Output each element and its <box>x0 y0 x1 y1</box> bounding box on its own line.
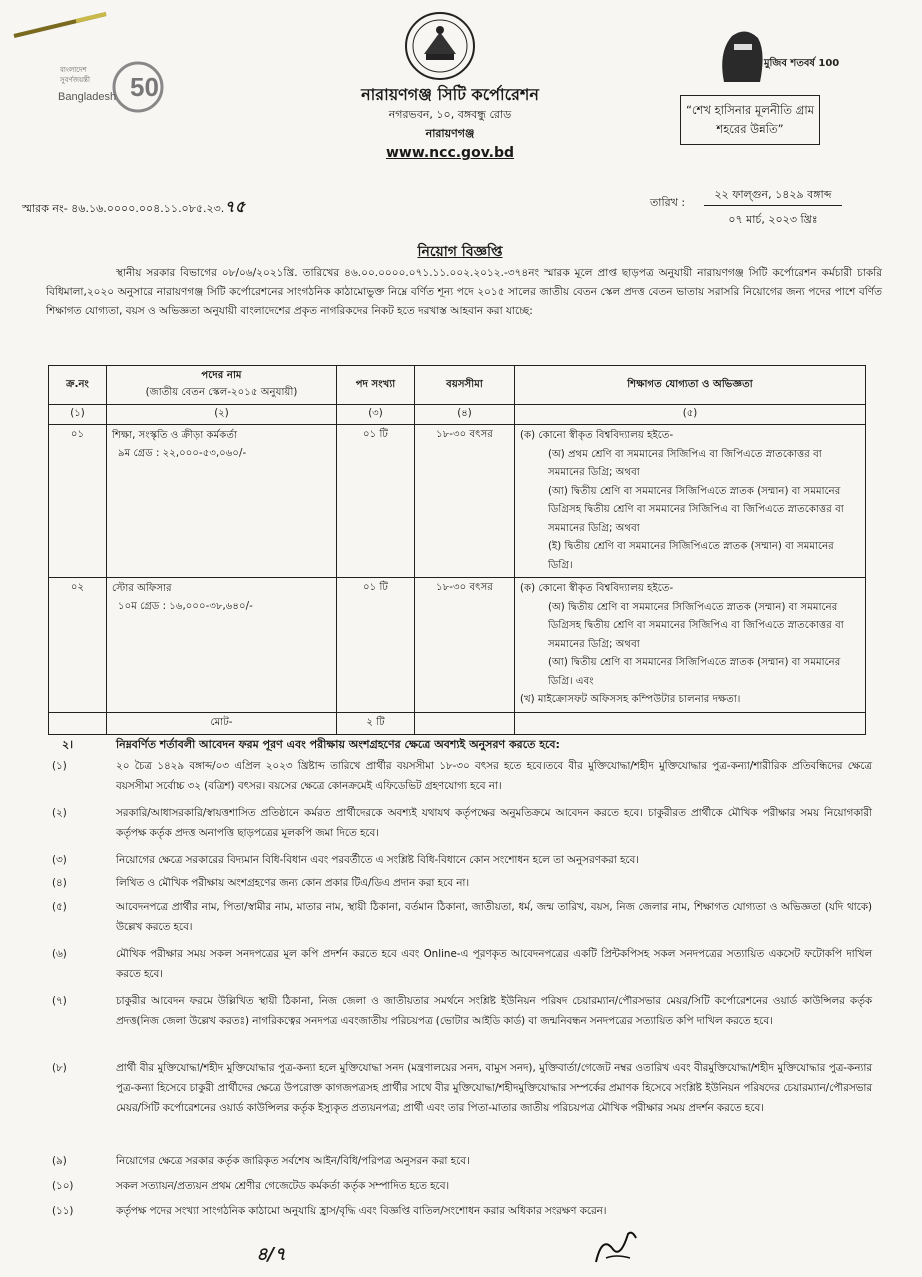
condition-number: (২) <box>52 807 67 819</box>
col-number: (২) <box>107 405 337 425</box>
condition-number: (১) <box>52 760 67 772</box>
condition-number: (৪) <box>52 877 67 889</box>
condition-number: (৩) <box>52 854 67 866</box>
condition-text: নিয়োগের ক্ষেত্রে সরকার কর্তৃক জারিকৃত সর্বশেষ আইন/বিধি/পরিপত্র অনুসরন করা হবে। <box>116 1155 470 1167</box>
row-serial: ০২ <box>49 578 107 713</box>
date-english: ০৭ মার্চ, ২০২৩ খ্রিঃ <box>728 213 818 226</box>
col-header-age: বয়সসীমা <box>415 366 515 405</box>
condition-text: আবেদনপত্রে প্রার্থীর নাম, পিতা/স্বামীর নাম, মাতার নাম, স্থায়ী ঠিকানা, বর্তমান ঠিকানা, জাতীয়তা, ধর্ম, জন্ম তারিখ, বয়স, নিজ জেলার নাম, শিক্ষাগত যোগ্যতা ও অভিজ্ঞতা (যদি থাকে) উল্লেখ করতে হবে। <box>116 901 872 933</box>
col-header-serial: ক্র.নং <box>49 366 107 405</box>
row-qualification <box>515 578 866 713</box>
condition-text: লিখিত ও মৌখিক পরীক্ষায় অংশগ্রহণের জন্য কোন প্রকার টিএ/ডিএ প্রদান করা হবে না। <box>116 877 470 889</box>
condition-text: মৌখিক পরীক্ষার সময় সকল সনদপত্রের মূল কপি প্রদর্শন করতে হবে এবং Online-এ পূরণকৃত আবেদনপত্রের একটি প্রিন্টকপিসহ সকল সনদপত্রের সত্যায়িত একসেট ফটোকপি দাখিল করতে হবে। <box>116 948 872 980</box>
city-corporation-seal <box>396 10 484 82</box>
org-city: নারায়ণগঞ্জ <box>425 127 475 140</box>
svg-text:বাংলাদেশ: বাংলাদেশ <box>60 66 87 74</box>
condition-number: (১১) <box>52 1205 74 1217</box>
qual-head: (ক) কোনো স্বীকৃত বিশ্ববিদ্যালয় হইতে- <box>520 583 674 594</box>
total-empty <box>415 712 515 734</box>
condition-number: (৮) <box>52 1062 67 1074</box>
condition-text: সরকারি/আধাসরকারি/স্বায়ত্তশাসিত প্রতিষ্ঠানে কর্মরত প্রার্থীদেরকে অবশ্যই যথাযথ কর্তৃপক্ষের অনুমতিক্রমে আবেদন করতে হবে। চাকুরীরত প্রার্থীকে মৌখিক পরীক্ষার সময় নিয়োগকারী কর্তৃপক্ষ কর্তৃক প্রদত্ত অনাপত্তি ছাড়পত্রের মূলকপি জমা দিতে হবে। <box>116 807 872 839</box>
initials-handwritten: ৪/৭ <box>256 1244 286 1265</box>
table-row <box>49 578 866 713</box>
org-name: নারায়ণগঞ্জ সিটি কর্পোরেশন <box>361 85 539 104</box>
signature <box>590 1228 640 1268</box>
qual-option-a: (অ) দ্বিতীয় শ্রেণি বা সমমানের সিজিপিএতে স্নাতক (সম্মান) বা সমমানের ডিগ্রিসহ দ্বিতীয় শ্রেণি বা সমমানের সিজিপিএ বা জিপিএতে স্নাতকোত্তর বা সমমানের ডিগ্রি; অথবা <box>548 601 844 650</box>
col-header-count: পদ সংখ্যা <box>337 366 415 405</box>
org-address: নগরভবন, ১০, বঙ্গবন্ধু রোড <box>388 108 512 121</box>
table-row <box>49 425 866 578</box>
qual-option-b: (আ) দ্বিতীয় শ্রেণি বা সমমানের সিজিপিএতে স্নাতক (সম্মান) বা সমমানের ডিগ্রি। এবং <box>548 657 841 687</box>
row-age: ১৮-৩০ বৎসর <box>415 578 515 713</box>
qual-option-c: (ই) দ্বিতীয় শ্রেণি বা সমমানের সিজিপিএতে স্নাতক (সম্মান) বা সমমানের ডিগ্রি। <box>548 541 834 571</box>
svg-text:50: 50 <box>130 72 159 102</box>
col-number: (১) <box>49 405 107 425</box>
qual-head: (ক) কোনো স্বীকৃত বিশ্ববিদ্যালয় হইতে- <box>520 430 674 441</box>
row-age: ১৮-৩০ বৎসর <box>415 425 515 578</box>
condition-number: (৫) <box>52 901 67 913</box>
table-total-row <box>49 712 866 734</box>
posts-table <box>48 365 866 735</box>
post-name: স্টোর অফিসার <box>112 583 172 594</box>
notice-intro: স্থানীয় সরকার বিভাগের ০৮/০৬/২০২১খ্রি. তারিখের ৪৬.০০.০০০০.০৭১.১১.০০২.২০১২.-৩৭৪নং স্মারক মূলে প্রাপ্ত ছাড়পত্র অনুযায়ী নারায়ণগঞ্জ সিটি কর্পোরেশন কর্মচারী চাকরি বিধিমালা,২০২০ অনুসারে নারায়ণগঞ্জ সিটি কর্পোরেশনের সাংগঠনিক কাঠামোভুক্ত নিম্নে বর্ণিত শূন্য পদে ২০১৫ সালের জাতীয় বেতন স্কেল প্রদত্ত বেতন ভাতায় সরাসরি নিয়োগের জন্য পদের পাশে বর্ণিত শিক্ষাগত যোগ্যতা, বয়স ও অভিজ্ঞতা অনুযায়ী বাংলাদেশের প্রকৃত নাগরিকদের নিকট হতে দরখাস্ত আহবান করা যাচ্ছে: <box>46 267 882 317</box>
qual-option-a: (অ) প্রথম শ্রেণি বা সমমানের সিজিপিএ বা জিপিএতে স্নাতকোত্তর বা সমমানের ডিগ্রি; অথবা <box>548 448 822 478</box>
condition-text: কর্তৃপক্ষ পদের সংখ্যা সাংগঠনিক কাঠামো অনুযায়ি হ্রাস/বৃদ্ধি এবং বিজ্ঞপ্তি বাতিল/সংশোধন করার অধিকার সংরক্ষণ করেন। <box>116 1205 607 1217</box>
total-empty <box>515 712 866 734</box>
row-serial: ০১ <box>49 425 107 578</box>
condition-text: সকল সত্যায়ন/প্রত্যয়ন প্রথম শ্রেণীর গেজেটেড কর্মকর্তা কর্তৃক সম্পাদিত হতে হবে। <box>116 1180 450 1192</box>
condition-text: চাকুরীর আবেদন ফরমে উল্লিখিত স্থায়ী ঠিকানা, নিজ জেলা ও জাতীয়তার সমর্থনে সংশ্লিষ্ট ইউনিয়ন পরিষদ চেয়ারম্যান/পৌরসভার মেয়র/সিটি কর্পোরেশনের ওয়ার্ড কাউন্সিলর কর্তৃক প্রদত্ত(নিজ জেলা উল্লেখ করতঃ) নাগরিকত্বের সনদপত্র এবংজাতীয় পরিচয়পত্র (ভোটার আইডি কার্ড) বা জন্মনিবন্ধন সনদপত্রের সত্যায়িত কপি দাখিল করতে হবে। <box>116 995 872 1027</box>
date-label: তারিখ : <box>650 196 686 209</box>
row-qualification <box>515 425 866 578</box>
table-header-row <box>49 366 866 405</box>
condition-number: (৬) <box>52 948 67 960</box>
post-grade: ৯ম গ্রেড : ২২,০০০-৫৩,০৬০/- <box>118 448 247 459</box>
post-grade: ১০ম গ্রেড : ১৬,০০০-৩৮,৬৪০/- <box>118 601 253 612</box>
memo-number <box>22 194 245 221</box>
mujib-logo-text: মুজিব শতবর্ষ 100 <box>764 58 840 69</box>
total-label: মোট- <box>107 712 337 734</box>
notice-title: নিয়োগ বিজ্ঞপ্তি <box>417 244 503 260</box>
row-post <box>107 578 337 713</box>
col-number: (৫) <box>515 405 866 425</box>
qual-computer-skill: (খ) মাইক্রোসফট অফিসসহ কম্পিউটার চালনার দক্ষতা। <box>520 694 741 705</box>
conditions-heading-text: নিম্নবর্ণিত শর্তাবলী আবেদন ফরম পূরণ এবং পরীক্ষায় অংশগ্রহণের ক্ষেত্রে অবশ্যই অনুসরণ করতে হবে: <box>116 738 560 751</box>
pen-mark-icon <box>6 10 116 40</box>
slogan-box: “শেখ হাসিনার মূলনীতি গ্রাম শহরের উন্নতি” <box>680 95 820 145</box>
org-website-link[interactable]: www.ncc.gov.bd <box>385 145 515 161</box>
post-name: শিক্ষা, সংস্কৃতি ও ক্রীড়া কর্মকর্তা <box>112 430 238 441</box>
mujib-100-logo <box>710 22 840 88</box>
bangladesh-logo-text: Bangladesh <box>58 91 117 103</box>
svg-text:সুবর্ণজয়ন্তী: সুবর্ণজয়ন্তী <box>60 76 90 84</box>
memo-handwritten-number: ৭৫ <box>224 197 246 216</box>
condition-text: ২০ চৈত্র ১৪২৯ বঙ্গাব্দ/০৩ এপ্রিল ২০২৩ খ্রিষ্টাব্দ তারিখে প্রার্থীর বয়সসীমা ১৮-৩০ বৎসর হতে হবে।তবে বীর মুক্তিযোদ্ধা/শহীদ মুক্তিযোদ্ধার পুত্র-কন্যা/শারীরিক প্রতিবন্ধিদের ক্ষেত্রে বয়সসীমা সর্বোচ্চ ৩২ (বত্রিশ) বৎসর। বয়সের ক্ষেত্রে কোনক্রমেই এফিডেভিট গ্রহণযোগ্য হবে না। <box>116 760 872 792</box>
col-number: (৪) <box>415 405 515 425</box>
row-count: ০১ টি <box>337 425 415 578</box>
condition-text: প্রার্থী বীর মুক্তিযোদ্ধা/শহীদ মুক্তিযোদ্ধার পুত্র-কন্যা হলে মুক্তিযোদ্ধা সনদ (মন্ত্রণালয়ের সনদ, বামুস সনদ), মুক্তিবার্তা/গেজেট নম্বর ওতারিখ এবং বীরমুক্তিযোদ্ধা/শহীদ মুক্তিযোদ্ধার পুত্র-কন্যার পুত্র-কন্যা হিসেবে চাকুরী প্রার্থীদের ক্ষেত্রে উপরোক্ত কাগজপত্রসহ প্রার্থীর সাথে বীর মুক্তিযোদ্ধা/শহীদমুক্তিযোদ্ধার সম্পর্কের প্রমাণক হিসেবে সংশ্লিষ্ট ইউনিয়ন পরিষদের চেয়ারম্যান/পৌরসভার মেয়র/সিটি কর্পোরেশনের ওয়ার্ড কাউন্সিলর কর্তৃক ইস্যুকৃত প্রত্যয়নপত্র; প্রার্থী এবং তার পিতা-মাতার জাতীয় পরিচয়পত্র মৌখিক পরীক্ষার সময় প্রদর্শন করতে হবে। <box>116 1062 872 1114</box>
date-divider <box>704 205 842 206</box>
condition-number: (৯) <box>52 1155 67 1167</box>
col-header-post-name: পদের নাম <box>201 370 242 381</box>
conditions-heading-number: ২। <box>62 738 74 751</box>
row-count: ০১ টি <box>337 578 415 713</box>
col-header-post-scale: (জাতীয় বেতন স্কেল-২০১৫ অনুযায়ী) <box>145 387 298 398</box>
total-value: ২ টি <box>337 712 415 734</box>
memo-label: স্মারক নং- ৪৬.১৬.০০০০.০০৪.১১.০৮৫.২৩. <box>22 202 225 215</box>
qual-option-b: (আ) দ্বিতীয় শ্রেণি বা সমমানের সিজিপিএতে স্নাতক (সম্মান) বা সমমানের ডিগ্রিসহ দ্বিতীয় শ্রেণি বা সমমানের সিজিপিএ বা জিপিএতে স্নাতকোত্তর বা সমমানের ডিগ্রি; অথবা <box>548 485 844 534</box>
condition-number: (৭) <box>52 995 67 1007</box>
condition-text: নিয়োগের ক্ষেত্রে সরকারের বিদ্যমান বিধি-বিধান এবং পরবর্তীতে এ সংশ্লিষ্ট বিধি-বিধানে কোন সংশোধন হলে তা অনুসরণকরা হবে। <box>116 854 639 866</box>
col-header-qualification: শিক্ষাগত যোগ্যতা ও অভিজ্ঞতা <box>515 366 866 405</box>
column-number-row <box>49 405 866 425</box>
total-empty <box>49 712 107 734</box>
col-number: (৩) <box>337 405 415 425</box>
col-header-post <box>107 366 337 405</box>
row-post <box>107 425 337 578</box>
bangladesh-50-logo <box>56 52 166 122</box>
condition-number: (১০) <box>52 1180 74 1192</box>
date-bangla: ২২ ফাল্গুন, ১৪২৯ বঙ্গাব্দ <box>714 188 832 201</box>
